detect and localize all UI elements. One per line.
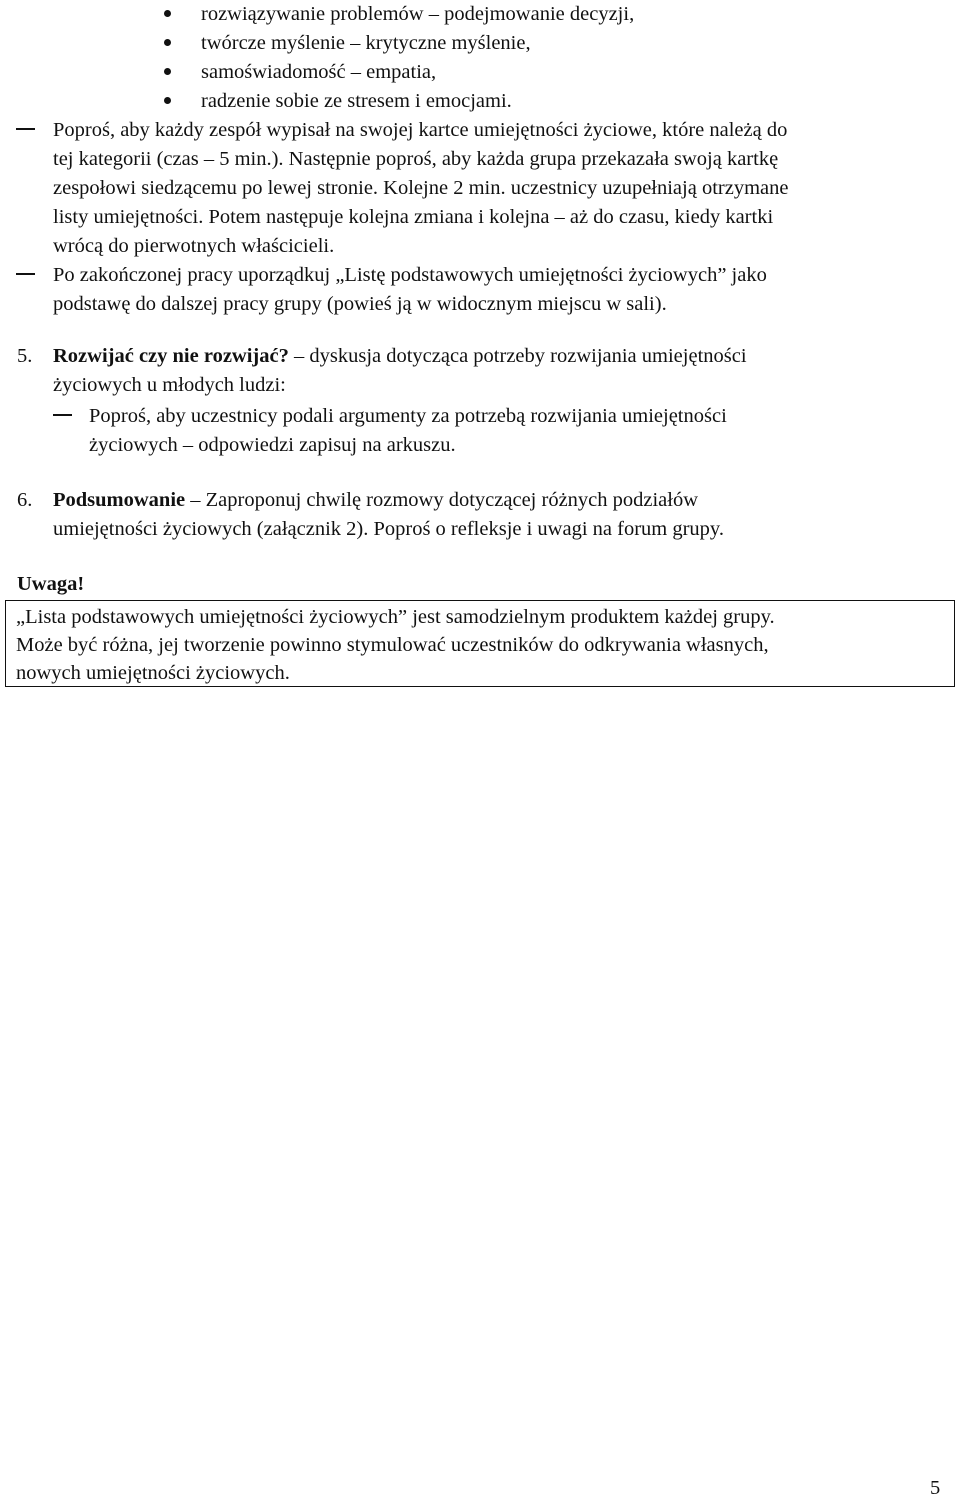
bullet-icon	[164, 97, 171, 104]
section-6-line1	[53, 486, 698, 514]
bullet-icon	[164, 39, 171, 46]
paragraph-line: życiowych u młodych ludzi:	[53, 374, 286, 396]
bullet-item: rozwiązywanie problemów – podejmowanie decyzji,	[201, 3, 635, 25]
paragraph-line: tej kategorii (czas – 5 min.). Następnie poproś, aby każda grupa przekazała swoją kartkę	[53, 148, 779, 170]
paragraph-line: zespołowi siedzącemu po lewej stronie. Kolejne 2 min. uczestnicy uzupełniają otrzymane	[53, 177, 789, 199]
section-text: – dyskusja dotycząca potrzeby rozwijania umiejętności	[288, 345, 747, 367]
paragraph-line: podstawę do dalszej pracy grupy (powieś ją w widocznym miejscu w sali).	[53, 293, 667, 315]
section-heading: Podsumowanie	[53, 489, 186, 511]
paragraph-line: Po zakończonej pracy uporządkuj „Listę podstawowych umiejętności życiowych” jako	[53, 264, 767, 286]
note-label	[17, 570, 84, 598]
dash-marker-icon	[16, 273, 35, 275]
section-heading: Rozwijać czy nie rozwijać?	[53, 345, 289, 367]
note-line: „Lista podstawowych umiejętności życiowych” jest samodzielnym produktem każdej grupy.	[16, 606, 775, 628]
section-number: 5.	[17, 345, 33, 367]
paragraph-line: Poproś, aby każdy zespół wypisał na swojej kartce umiejętności życiowe, które należą do	[53, 119, 788, 141]
bullet-item: twórcze myślenie – krytyczne myślenie,	[201, 32, 531, 54]
dash-marker-icon	[16, 128, 35, 130]
paragraph-line: wrócą do pierwotnych właścicieli.	[53, 235, 335, 257]
section-text: – Zaproponuj chwilę rozmowy dotyczącej różnych podziałów	[185, 489, 699, 511]
bullet-icon	[164, 68, 171, 75]
bullet-item: samoświadomość – empatia,	[201, 61, 437, 83]
bullet-item: radzenie sobie ze stresem i emocjami.	[201, 90, 512, 112]
paragraph-line: listy umiejętności. Potem następuje kolejna zmiana i kolejna – aż do czasu, kiedy kartki	[53, 206, 774, 228]
note-label-text: Uwaga!	[17, 573, 85, 595]
paragraph-line: życiowych – odpowiedzi zapisuj na arkuszu.	[89, 434, 456, 456]
note-line: nowych umiejętności życiowych.	[16, 662, 290, 684]
section-5-line1	[53, 342, 747, 370]
paragraph-line: Poproś, aby uczestnicy podali argumenty za potrzebą rozwijania umiejętności	[89, 405, 727, 427]
bullet-icon	[164, 10, 171, 17]
paragraph-line: umiejętności życiowych (załącznik 2). Poproś o refleksje i uwagi na forum grupy.	[53, 518, 724, 540]
note-line: Może być różna, jej tworzenie powinno stymulować uczestników do odkrywania własnych,	[16, 634, 769, 656]
page-number: 5	[930, 1477, 941, 1499]
section-number: 6.	[17, 489, 33, 511]
dash-marker-icon	[53, 414, 72, 416]
